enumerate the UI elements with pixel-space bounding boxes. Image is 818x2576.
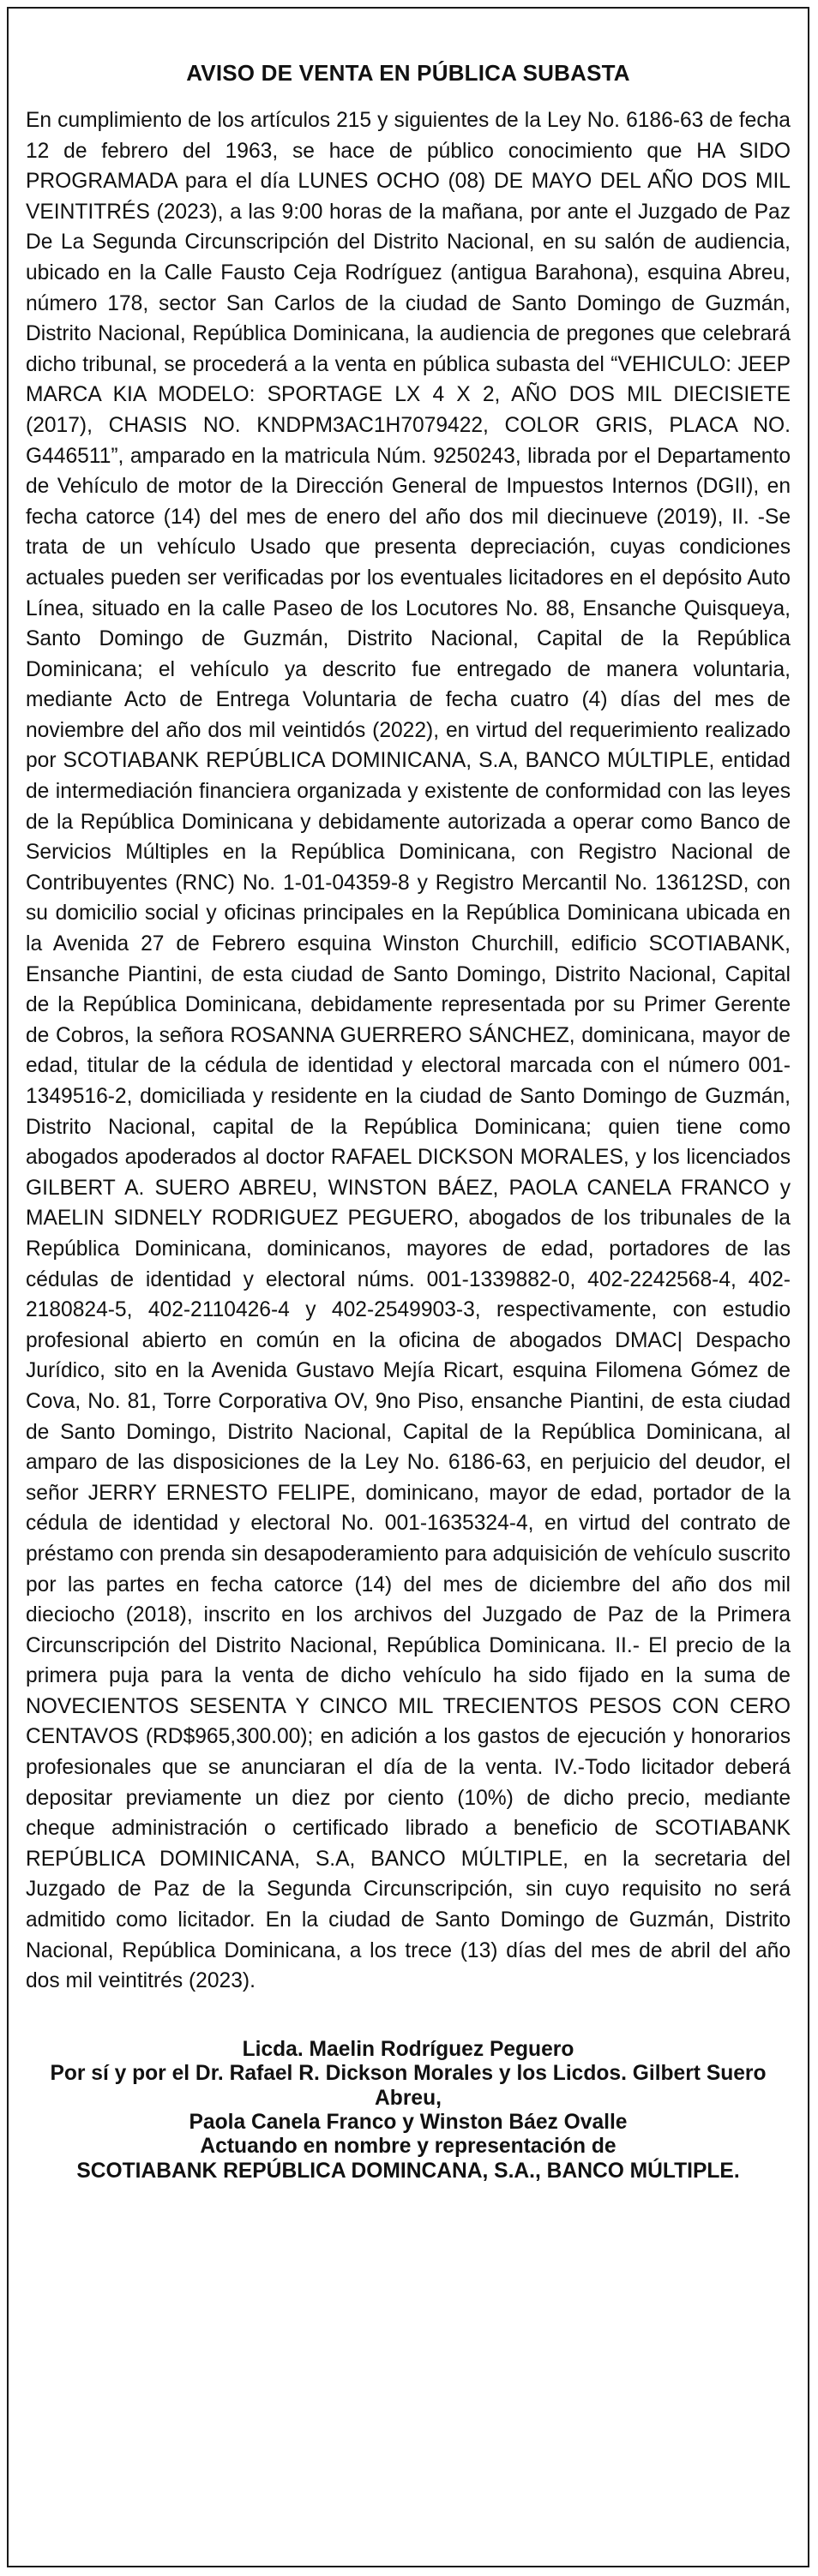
notice-title: AVISO DE VENTA EN PÚBLICA SUBASTA (186, 60, 630, 86)
signature-line-3: Paola Canela Franco y Winston Báez Ovalle (189, 2111, 628, 2135)
notice-body: En cumplimiento de los artículos 215 y siguientes de la Ley No. 6186-63 de fecha 12 de febrero del 1963, se hace de público conocimiento que HA SIDO PROGRAMADA para el día LUNES OCHO (08) DE MAYO DEL AÑO DOS MIL VEINTITRÉS (2023), a las 9:00 horas de la mañana, por ante el Juzgado de Paz De La Segunda Circunscripción del Distrito Nacional, en su salón de audiencia, ubicado en la Calle Fausto Ceja Rodríguez (antigua Barahona), esquina Abreu, número 178, sector San Carlos de la ciudad de Santo Domingo de Guzmán, Distrito Nacional, República Dominicana, la audiencia de pregones que celebrará dicho tribunal, se procederá a la venta en pública subasta del “VEHICULO: JEEP MARCA KIA MODELO: SPORTAGE LX 4 X 2, AÑO DOS MIL DIECISIETE (2017), CHASIS NO. KNDPM3AC1H7079422, COLOR GRIS, PLACA NO. G446511”, amparado en la matricula Núm. 9250243, librada por el Departamento de Vehículo de motor de la Dirección General de Impuestos Internos (DGII), en fecha catorce (14) del mes de enero del año dos mil diecinueve (2019), II. -Se trata de un vehículo Usado que presenta depreciación, cuyas condiciones actuales pueden ser verificadas por los eventuales licitadores en el depósito Auto Línea, situado en la calle Paseo de los Locutores No. 88, Ensanche Quisqueya, Santo Domingo de Guzmán, Distrito Nacional, Capital de la República Dominicana; el vehículo ya descrito fue entregado de manera voluntaria, mediante Acto de Entrega Voluntaria de fecha cuatro (4) días del mes de noviembre del año dos mil veintidós (2022), en virtud del requerimiento realizado por SCOTIABANK REPÚBLICA DOMINICANA, S.A, BANCO MÚLTIPLE, entidad de intermediación financiera organizada y existente de conformidad con las leyes de la República Dominicana y debidamente autorizada a operar como Banco de Servicios Múltiples en la República Dominicana, con Registro Nacional de Contribuyentes (RNC) No. 1-01-04359-8 y Registro Mercantil No. 13612SD, con su domicilio social y oficinas principales en la República Dominicana ubicada en la Avenida 27 de Febrero esquina Winston Churchill, edificio SCOTIABANK, Ensanche Piantini, de esta ciudad de Santo Domingo, Distrito Nacional, Capital de la República Dominicana, debidamente representada por su Primer Gerente de Cobros, la señora ROSANNA GUERRERO SÁNCHEZ, dominicana, mayor de edad, titular de la cédula de identidad y electoral marcada con el número 001-1349516-2, domiciliada y residente en la ciudad de Santo Domingo de Guzmán, Distrito Nacional, capital de la República Dominicana; quien tiene como abogados apoderados al doctor RAFAEL DICKSON MORALES, y los licenciados GILBERT A. SUERO ABREU, WINSTON BÁEZ, PAOLA CANELA FRANCO y MAELIN SIDNELY RODRIGUEZ PEGUERO, abogados de los tribunales de la República Dominicana, dominicanos, mayores de edad, portadores de las cédulas de identidad y electoral núms. 001-1339882-0, 402-2242568-4, 402-2180824-5, 402-2110426-4 y 402-2549903-3, respectivamente, con estudio profesional abierto en común en la oficina de abogados DMAC| Despacho Jurídico, sito en la Avenida Gustavo Mejía Ricart, esquina Filomena Gómez de Cova, No. 81, Torre Corporativa OV, 9no Piso, ensanche Piantini, de esta ciudad de Santo Domingo, Distrito Nacional, Capital de la República Dominicana, al amparo de las disposiciones de la Ley No. 6186-63, en perjuicio del deudor, el señor JERRY ERNESTO FELIPE, dominicano, mayor de edad, portador de la cédula de identidad y electoral No. 001-1635324-4, en virtud del contrato de préstamo con prenda sin desapoderamiento para adquisición de vehículo suscrito por las partes en fecha catorce (14) del mes de diciembre del año dos mil dieciocho (2018), inscrito en los archivos del Juzgado de Paz de la Primera Circunscripción del Distrito Nacional, República Dominicana. II.- El precio de la primera puja para la venta de dicho vehículo ha sido fijado en la suma de NOVECIENTOS SESENTA Y CINCO MIL TRECIENTOS PESOS CON CERO CENTAVOS (RD$965,300.00); en adición a los gastos de ejecución y honorarios profesionales que se anunciaran el día de la venta. IV.-Todo licitador deberá depositar previamente un diez por ciento (10%) de dicho precio, mediante cheque administración o certificado librado a beneficio de SCOTIABANK REPÚBLICA DOMINICANA, S.A, BANCO MÚLTIPLE, en la secretaria del Juzgado de Paz de la Segunda Circunscripción, sin cuyo requisito no será admitido como licitador. En la ciudad de Santo Domingo de Guzmán, Distrito Nacional, República Dominicana, a los trece (13) días del mes de abril del año dos mil veintitrés (2023). (26, 109, 791, 1993)
signature-line-2: Por sí y por el Dr. Rafael R. Dickson Morales y los Licdos. Gilbert Suero Abreu, (50, 2062, 767, 2110)
signature-line-5: SCOTIABANK REPÚBLICA DOMINCANA, S.A., BANCO MÚLTIPLE. (76, 2159, 740, 2183)
signature-name: Licda. Maelin Rodríguez Peguero (242, 2037, 574, 2061)
signature-block (26, 2038, 791, 2184)
notice-content (26, 60, 791, 2184)
signature-line-4: Actuando en nombre y representación de (200, 2135, 617, 2159)
